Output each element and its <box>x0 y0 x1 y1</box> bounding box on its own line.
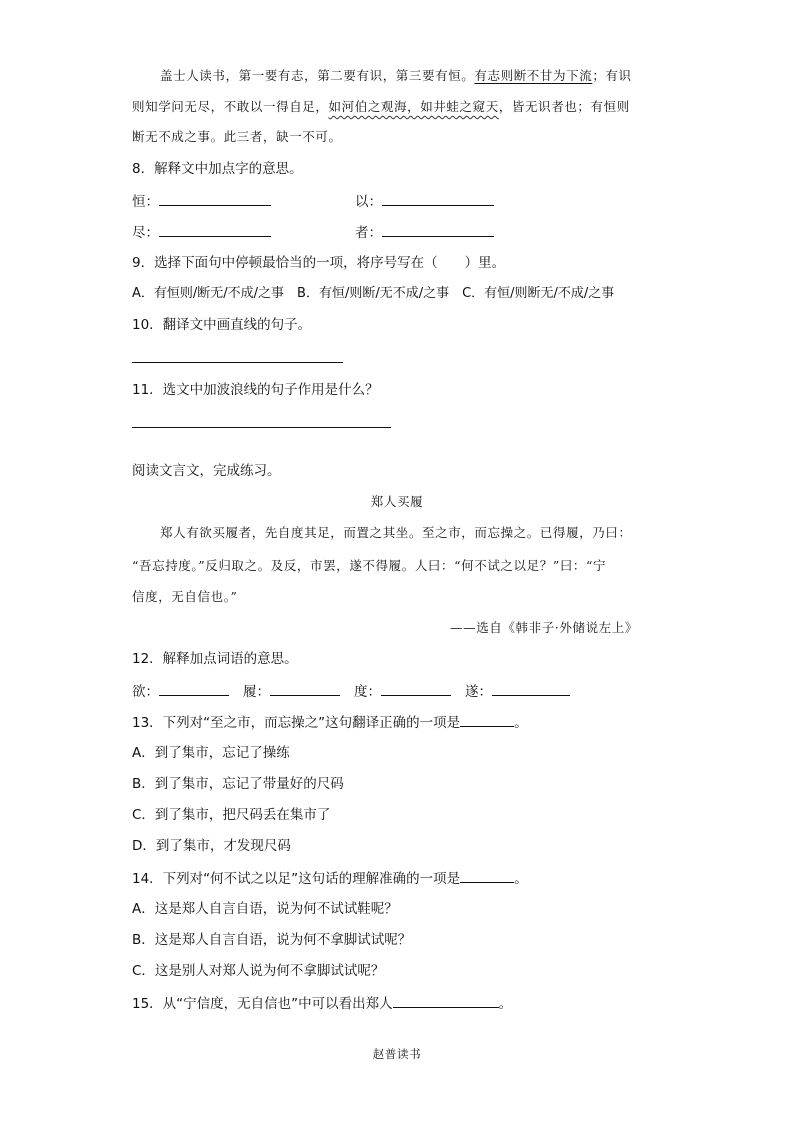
q14-option-a: A．这是郑人自言自语，说为何不试试鞋呢？ <box>132 901 398 917</box>
q14-option-b: B．这是郑人自言自语，说为何不拿脚试试呢？ <box>132 932 412 948</box>
q13-end: 。 <box>514 715 528 731</box>
q12-answer-yu[interactable] <box>159 681 229 696</box>
passage1-line3: 断无不成之事。此三者，缺一不可。 <box>132 129 342 144</box>
q13-answer-blank[interactable] <box>460 712 514 727</box>
q8-label-zhe: 者： <box>355 225 382 241</box>
q8-answer-zhe[interactable] <box>382 222 494 237</box>
passage2-line2: “吾忘持度。”反归取之。及反，市罢，遂不得履。人曰：“何不试之以足？”曰：“宁 <box>132 558 607 573</box>
q8-label-yi: 以： <box>355 194 382 210</box>
reading-intro: 阅读文言文，完成练习。 <box>132 463 281 479</box>
passage2-title: 郑人买履 <box>370 494 424 509</box>
question-11: 11．选文中加波浪线的句子作用是什么？ <box>132 382 379 398</box>
question-14 <box>132 868 528 889</box>
passage1-text: 则知学问无尽，不敢以一得自足， <box>132 99 329 114</box>
q15-answer-blank[interactable] <box>393 993 499 1008</box>
q8-answer-heng[interactable] <box>159 191 271 206</box>
passage1-line2 <box>132 97 630 117</box>
q15-end: 。 <box>498 996 513 1012</box>
q14-answer-blank[interactable] <box>460 868 514 883</box>
passage2-line1: 郑人有欲买履者，先自度其足，而置之其坐。至之市，而忘操之。已得履，乃曰： <box>160 525 632 540</box>
q12-answer-lv[interactable] <box>270 681 340 696</box>
question-13 <box>132 712 528 733</box>
passage1-line1 <box>160 66 632 86</box>
q11-answer-line[interactable] <box>132 427 391 428</box>
q8-answer-jin[interactable] <box>159 222 271 237</box>
q12-label-lv: 履： <box>243 684 270 700</box>
q12-answer-du[interactable] <box>381 681 451 696</box>
q13-option-c: C．到了集市，把尺码丢在集市了 <box>132 807 331 823</box>
passage2-line3: 信度，无自信也。” <box>132 589 238 604</box>
question-8: 8．解释文中加点字的意思。 <box>132 161 303 177</box>
q9-options: A．有恒则/断无/不成/之事 B．有恒/则断/无不成/之事 C．有恒/则断无/不成/之事 <box>132 286 615 301</box>
q8-row1 <box>132 191 271 212</box>
q12-row <box>132 681 570 702</box>
passage2-source: ——选自《韩非子·外储说左上》 <box>450 620 638 635</box>
q8-row2 <box>132 222 271 243</box>
wavy-underlined-sentence: 如河伯之观海，如井蛙之窥天 <box>328 99 499 114</box>
q8-answer-yi[interactable] <box>382 191 494 206</box>
q12-label-yu: 欲： <box>132 684 159 700</box>
question-10: 10．翻译文中画直线的句子。 <box>132 317 312 333</box>
q14-option-c: C．这是别人对郑人说为何不拿脚试试呢？ <box>132 963 385 979</box>
q15-text: 15．从“宁信度，无自信也”中可以看出郑人 <box>132 996 393 1012</box>
q13-option-b: B．到了集市，忘记了带量好的尺码 <box>132 776 344 792</box>
passage1-text: 盖士人读书，第一要有志，第二要有识，第三要有恒。 <box>160 68 475 83</box>
q10-answer-line[interactable] <box>132 362 343 363</box>
straight-underlined-sentence: 有志则断不甘为下流 <box>474 68 593 83</box>
question-9: 9．选择下面句中停顿最恰当的一项，将序号写在（ ）里。 <box>132 255 506 271</box>
q13-option-d: D．到了集市，才发现尺码 <box>132 838 291 854</box>
q8-row1-right <box>355 191 494 212</box>
q8-label-jin: 尽： <box>132 225 159 241</box>
q12-answer-sui[interactable] <box>492 681 570 696</box>
q8-row2-right <box>355 222 494 243</box>
passage1-text: ，皆无识者也；有恒则 <box>498 99 630 114</box>
q13-text: 13．下列对“至之市，而忘操之”这句翻译正确的一项是 <box>132 715 461 731</box>
q12-label-du: 度： <box>354 684 381 700</box>
passage1-text: ；有识 <box>592 68 632 83</box>
q14-end: 。 <box>514 871 528 887</box>
question-15 <box>132 993 512 1014</box>
q14-text: 14．下列对“何不试之以足”这句话的理解准确的一项是 <box>132 871 461 887</box>
q12-label-sui: 遂： <box>465 684 492 700</box>
page-footer: 赵普读书 <box>372 1047 422 1061</box>
question-12: 12．解释加点词语的意思。 <box>132 651 298 667</box>
q13-option-a: A．到了集市，忘记了操练 <box>132 745 290 761</box>
q8-label-heng: 恒： <box>132 194 159 210</box>
